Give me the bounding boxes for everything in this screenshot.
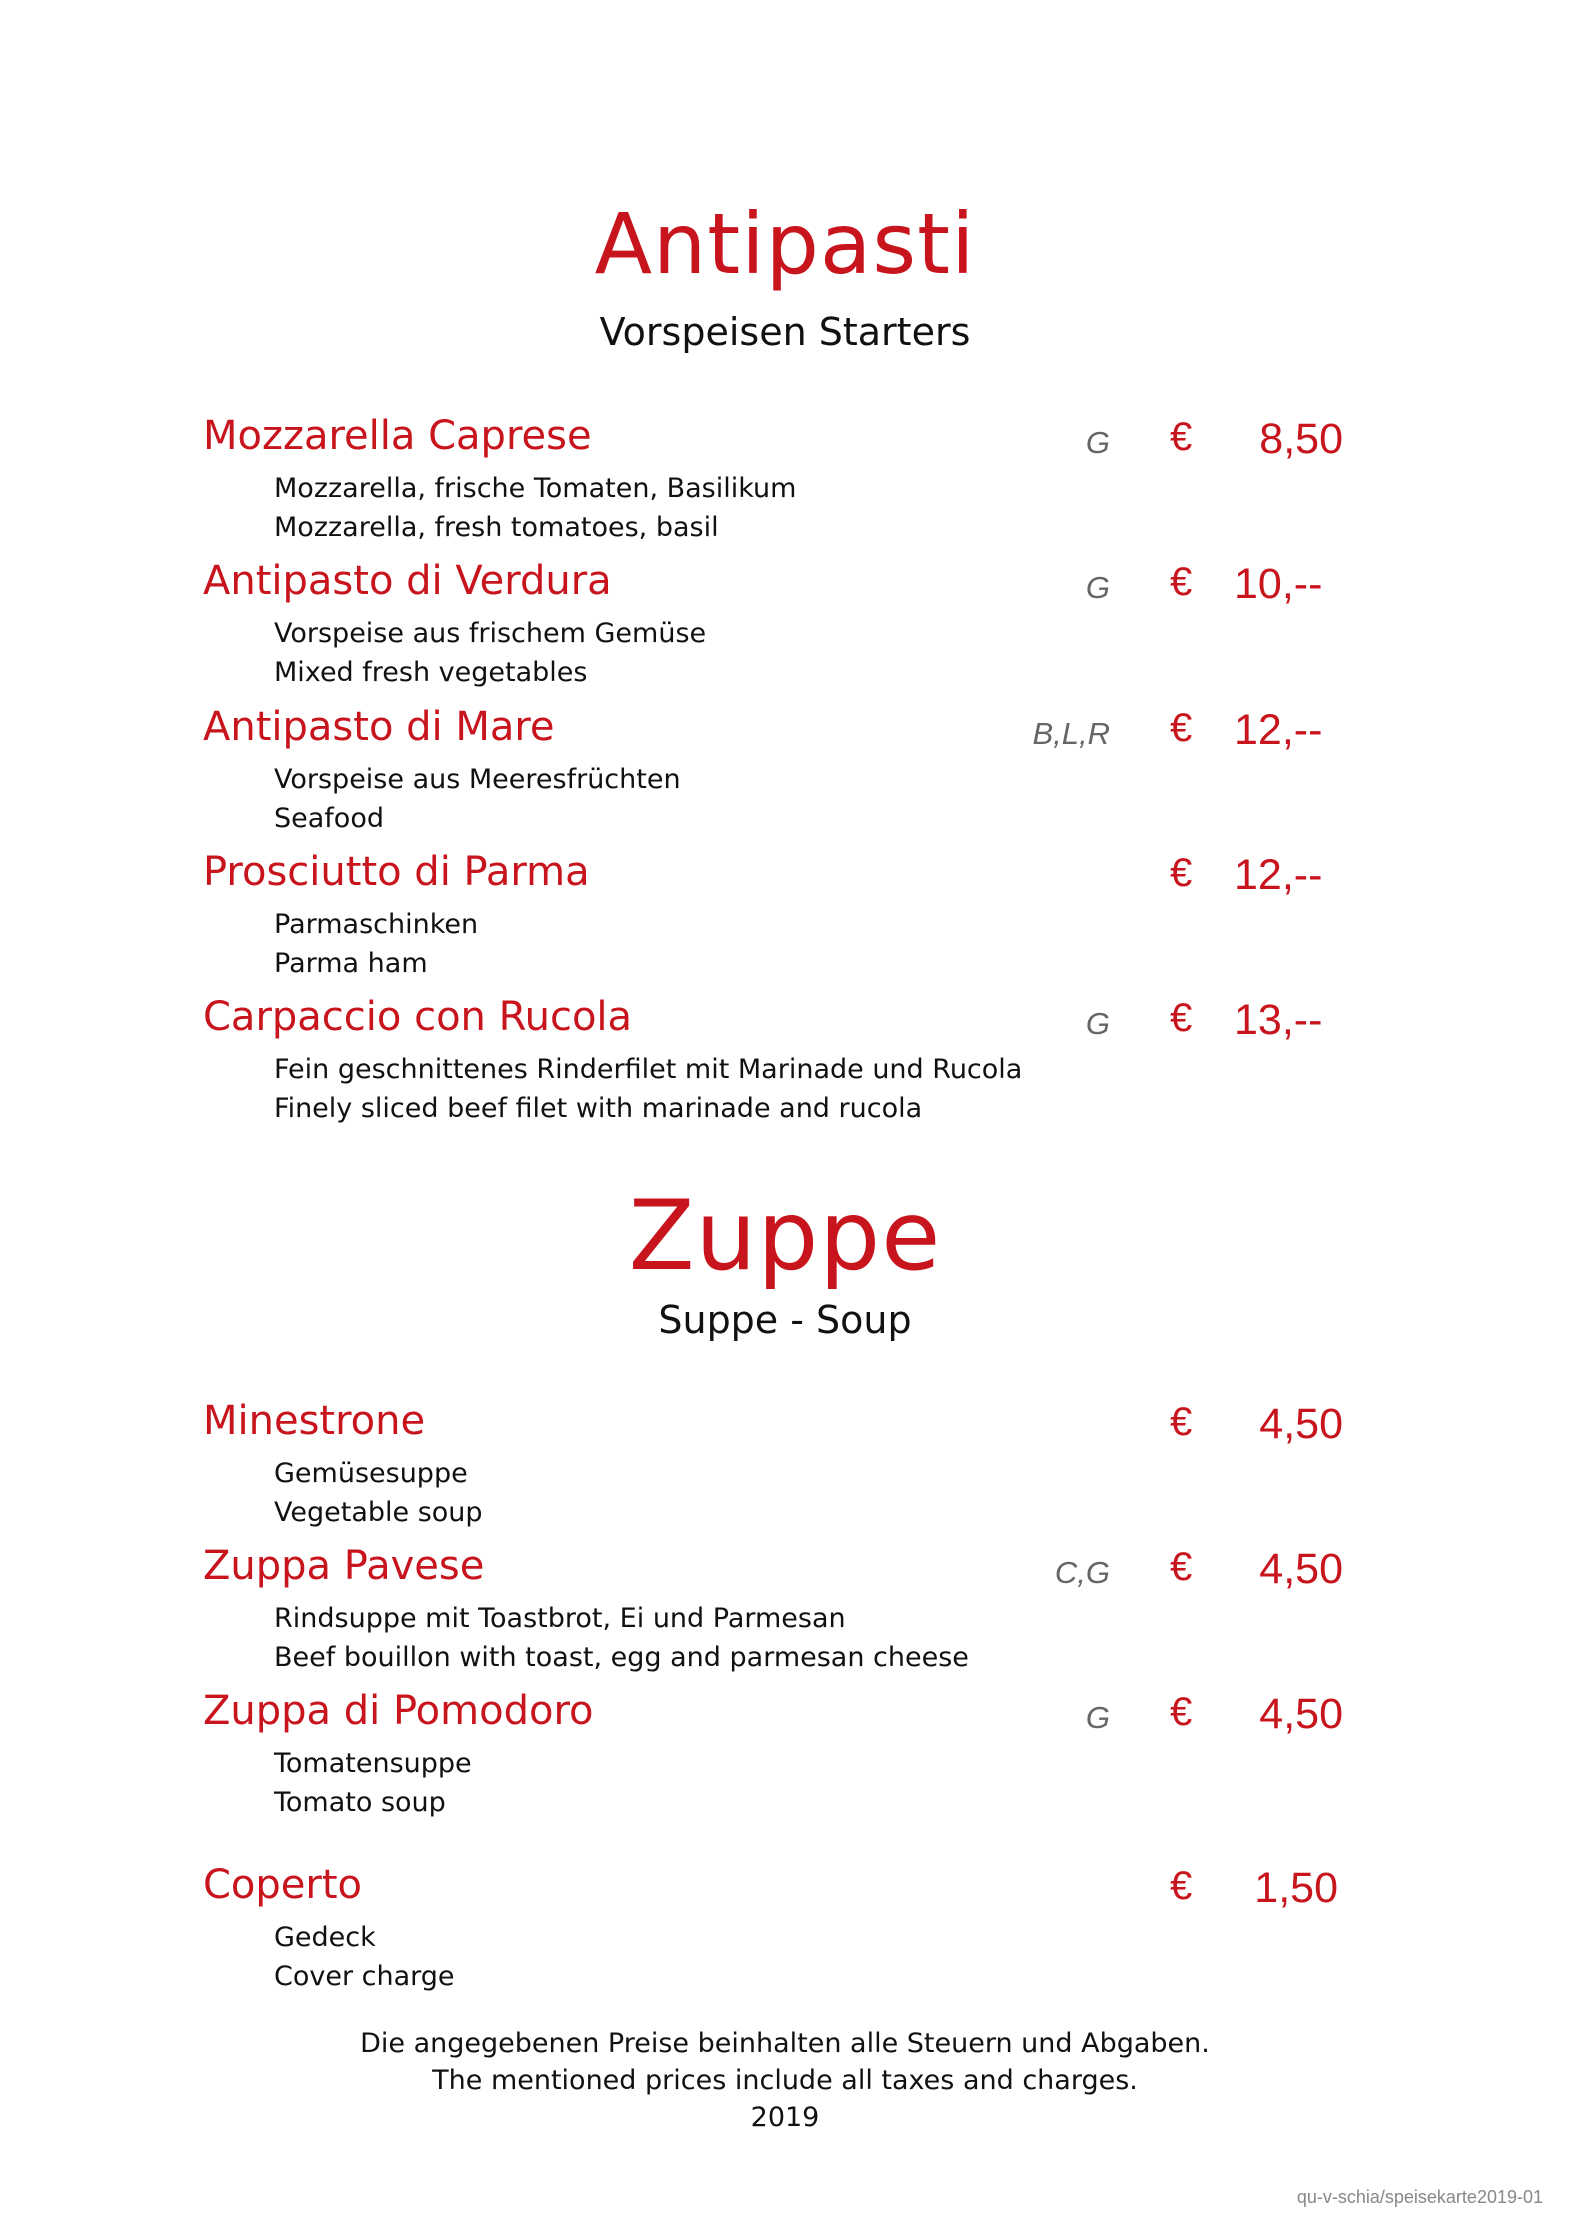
document-reference: qu-v-schia/speisekarte2019-01 (1296, 2187, 1543, 2207)
zuppe-title: Zuppe (628, 1180, 942, 1292)
item-name: Coperto (203, 1862, 363, 1908)
menu-item-zuppa-di-pomodoro (0, 1688, 1570, 1828)
antipasti-title: Antipasti (594, 195, 976, 293)
item-description-de: Mozzarella, frische Tomaten, Basilikum (274, 473, 797, 504)
antipasti-subtitle: Vorspeisen Starters (599, 310, 971, 354)
menu-item-antipasto-di-verdura (0, 558, 1570, 698)
zuppe-subtitle: Suppe - Soup (658, 1298, 912, 1342)
item-name: Zuppa Pavese (203, 1543, 485, 1589)
item-name: Antipasto di Verdura (203, 558, 612, 604)
item-name: Mozzarella Caprese (203, 413, 592, 459)
item-description-en: Mixed fresh vegetables (274, 657, 588, 688)
currency-symbol: € (1170, 1400, 1193, 1444)
item-description-en: Seafood (274, 803, 384, 834)
item-name: Antipasto di Mare (203, 704, 555, 750)
item-description-en: Vegetable soup (274, 1497, 483, 1528)
price-note-en: The mentioned prices include all taxes and charges. (432, 2065, 1138, 2096)
price-note-de: Die angegebenen Preise beinhalten alle Steuern und Abgaben. (360, 2028, 1210, 2059)
allergen-codes: G (1085, 1700, 1110, 1735)
allergen-codes: C,G (1054, 1555, 1110, 1590)
item-name: Carpaccio con Rucola (203, 994, 633, 1040)
item-description-en: Cover charge (274, 1961, 455, 1992)
menu-item-antipasto-di-mare (0, 704, 1570, 844)
menu-item-zuppa-pavese (0, 1543, 1570, 1683)
item-price: 4,50 (1259, 1400, 1343, 1448)
item-price: 8,50 (1259, 415, 1343, 463)
item-price: 12,-- (1234, 706, 1323, 754)
item-description-de: Tomatensuppe (274, 1748, 472, 1779)
item-description-de: Gemüsesuppe (274, 1458, 468, 1489)
currency-symbol: € (1170, 1864, 1193, 1908)
item-price: 13,-- (1234, 996, 1323, 1044)
currency-symbol: € (1170, 1545, 1193, 1589)
item-description-de: Rindsuppe mit Toastbrot, Ei und Parmesan (274, 1603, 846, 1634)
allergen-codes: G (1085, 570, 1110, 605)
currency-symbol: € (1170, 706, 1193, 750)
item-price: 12,-- (1234, 851, 1323, 899)
item-description-de: Fein geschnittenes Rinderfilet mit Marinade und Rucola (274, 1054, 1023, 1085)
item-price: 1,50 (1254, 1864, 1338, 1912)
menu-item-coperto (0, 1862, 1570, 2002)
item-description-de: Gedeck (274, 1922, 376, 1953)
item-price: 10,-- (1234, 560, 1323, 608)
item-name: Zuppa di Pomodoro (203, 1688, 594, 1734)
item-price: 4,50 (1259, 1545, 1343, 1593)
allergen-codes: G (1085, 425, 1110, 460)
item-name: Prosciutto di Parma (203, 849, 590, 895)
allergen-codes: B,L,R (1032, 716, 1110, 751)
menu-item-minestrone (0, 1398, 1570, 1538)
item-description-en: Parma ham (274, 948, 428, 979)
currency-symbol: € (1170, 1690, 1193, 1734)
menu-item-prosciutto-di-parma (0, 849, 1570, 989)
item-description-en: Finely sliced beef filet with marinade and rucola (274, 1093, 923, 1124)
currency-symbol: € (1170, 415, 1193, 459)
item-description-en: Tomato soup (274, 1787, 446, 1818)
item-description-de: Vorspeise aus Meeresfrüchten (274, 764, 681, 795)
item-price: 4,50 (1259, 1690, 1343, 1738)
item-description-en: Mozzarella, fresh tomatoes, basil (274, 512, 719, 543)
item-description-en: Beef bouillon with toast, egg and parmesan cheese (274, 1642, 969, 1673)
menu-item-carpaccio-con-rucola (0, 994, 1570, 1134)
item-name: Minestrone (203, 1398, 426, 1444)
allergen-codes: G (1085, 1006, 1110, 1041)
currency-symbol: € (1170, 560, 1193, 604)
menu-item-mozzarella-caprese (0, 413, 1570, 553)
item-description-de: Parmaschinken (274, 909, 479, 940)
menu-year: 2019 (750, 2102, 820, 2133)
item-description-de: Vorspeise aus frischem Gemüse (274, 618, 707, 649)
currency-symbol: € (1170, 851, 1193, 895)
currency-symbol: € (1170, 996, 1193, 1040)
